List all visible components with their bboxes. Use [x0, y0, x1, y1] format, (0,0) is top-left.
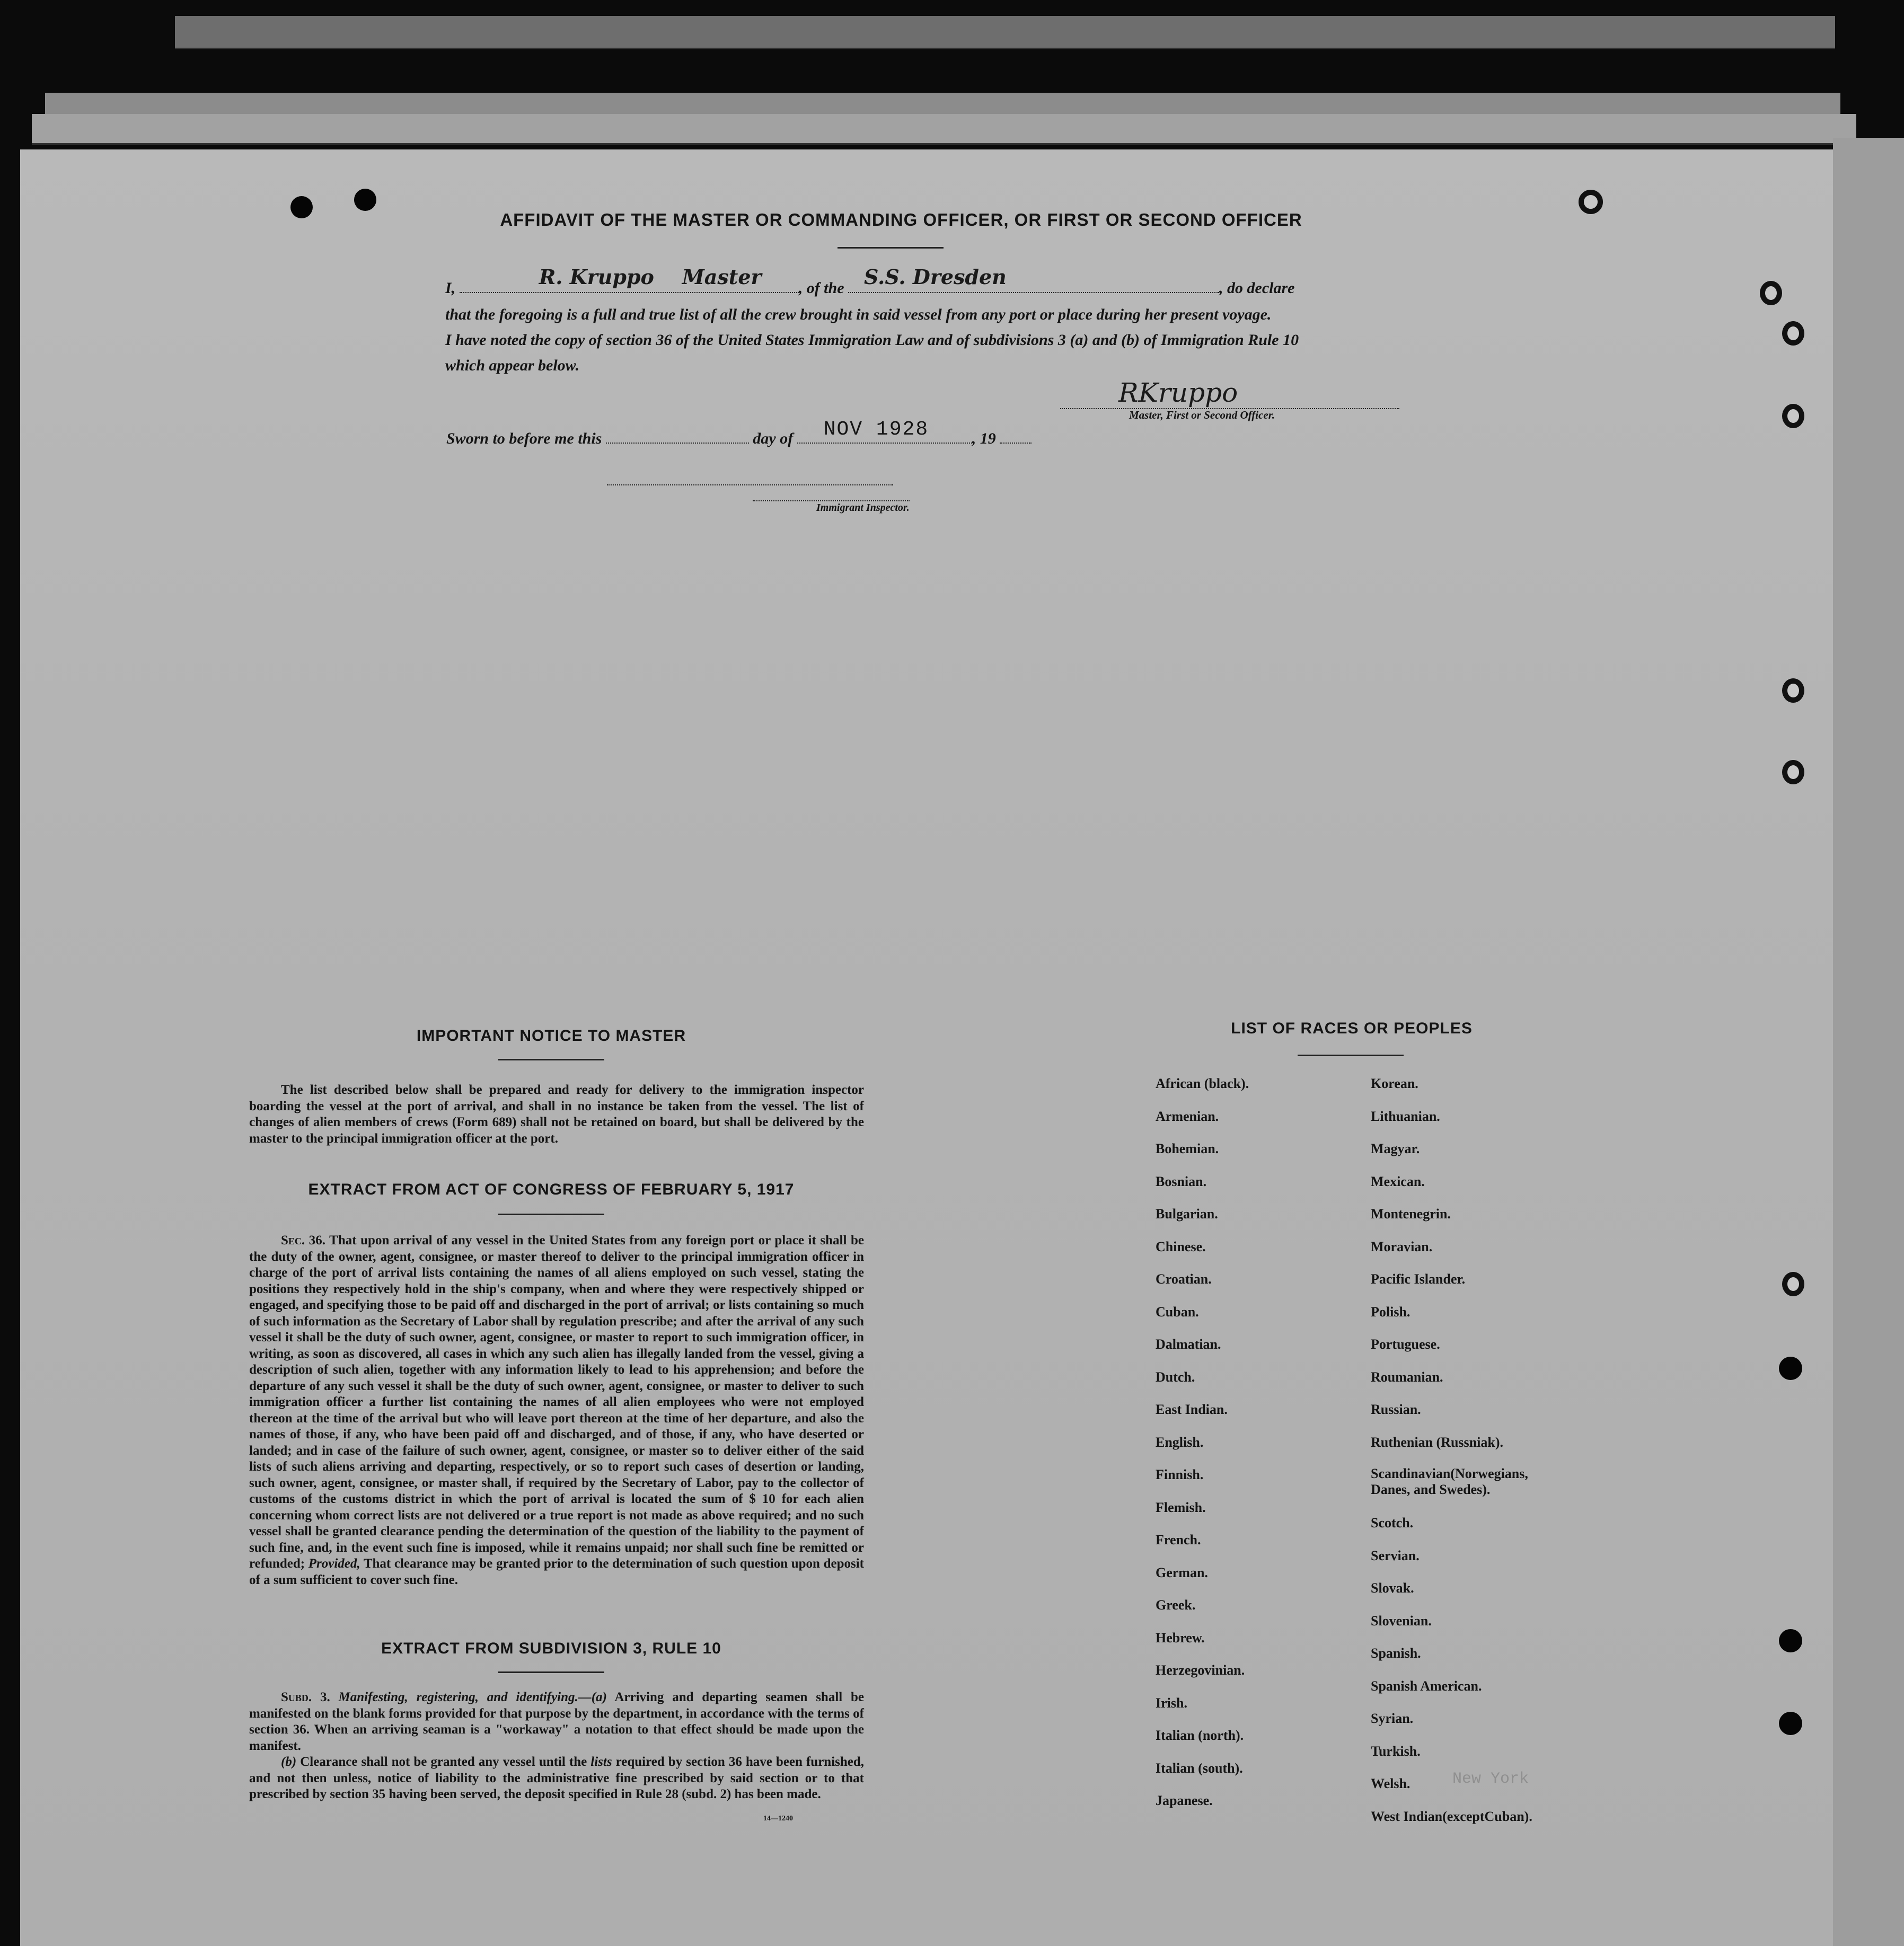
rule-title: EXTRACT FROM SUBDIVISION 3, RULE 10 — [381, 1640, 721, 1657]
race-item: English. — [1156, 1434, 1204, 1450]
punch-hole — [1782, 678, 1804, 703]
race-item: Pacific Islander. — [1371, 1271, 1466, 1287]
act-text — [249, 1233, 864, 1588]
inspector-signature-line — [607, 484, 893, 485]
page-edge-back — [175, 16, 1835, 49]
race-item: Slovenian. — [1371, 1613, 1432, 1629]
race-item: Russian. — [1371, 1402, 1421, 1417]
notice-title: IMPORTANT NOTICE TO MASTER — [416, 1027, 686, 1045]
affidavit-line-2: that the foregoing is a full and true list of all the crew brought in said vessel from any port or place during her present voyage. — [445, 306, 1272, 323]
act-body: That upon arrival of any vessel in the United States from any foreign port or place it shall be the duty of the owner, agent, consignee, or master thereof to deliver to the principal immigration officer in charge of the port of arrival lists containing the names of all aliens employed on such vessel, stating the positions they respectively hold in the ship's company, when and where they were respectively shipped or engaged, and specifying those to be paid off and discharged in the port of arrival; or lists containing so much of such information as the Secretary of Labor shall by regulation prescribe; and after the arrival of any such vessel it shall be the duty of such owner, agent, consignee, or master to report to such immigration officer, in writing, as soon as discovered, all cases in which any such alien has illegally landed from the vessel, giving a description of such alien, together with any information likely to lead to his apprehension; and before the departure of any such vessel it shall be the duty of such owner, agent, consignee, or master to deliver to such immigration officer a further list containing the names of all alien employees who were not employed thereon at the time of the arrival but who will leave port thereon at the time of her departure, and also the names of those, if any, who have been paid off and discharged, and of those, if any, who have deserted or landed; and in case of the failure of such owner, agent, consignee, or master so to deliver either of the said lists of such aliens arriving and departing, respectively, or so to report such cases of desertion or landing, such owner, agent, consignee, or master shall, if required by the Secretary of Labor, pay to the collector of customs of the customs district in which the port of arrival is located the sum of $ 10 for each alien concerning whom correct lists are not delivered or a true report is not made as above required; and no such vessel shall be granted clearance pending the determination of the question of the liability to the payment of such fine, and, in the event such fine is imposed, while it remains unpaid; nor shall such fine be remitted or refunded; — [249, 1233, 864, 1571]
punch-hole — [1782, 760, 1804, 784]
day-of-label: day of — [753, 430, 794, 447]
race-item: Servian. — [1371, 1547, 1420, 1563]
rule-text-b — [249, 1754, 864, 1803]
page-edge-front — [32, 114, 1856, 145]
year-suffix: , 19 — [972, 430, 996, 447]
vessel-name: S.S. Dresden — [864, 265, 1007, 289]
race-item: Korean. — [1371, 1076, 1418, 1091]
race-item: Spanish American. — [1371, 1678, 1482, 1694]
race-item: Montenegrin. — [1371, 1206, 1451, 1222]
race-item: African (black). — [1156, 1076, 1249, 1091]
divider — [498, 1214, 604, 1215]
race-item: Scandinavian(Norwegians, — [1371, 1466, 1528, 1481]
subd-label: Subd. 3. — [281, 1690, 330, 1704]
race-item: East Indian. — [1156, 1402, 1228, 1417]
affidavit-line-3: I have noted the copy of section 36 of the United States Immigration Law and of subdivisions 3 (a) and (b) of Immigration Rule 10 — [445, 331, 1299, 349]
race-item: Ruthenian (Russniak). — [1371, 1434, 1503, 1450]
inspector-caption: Immigrant Inspector. — [753, 500, 910, 514]
margin-note: New York — [1452, 1770, 1529, 1788]
punch-hole — [1760, 281, 1782, 305]
punch-hole — [354, 189, 376, 211]
provided-label: Provided, — [308, 1556, 360, 1571]
race-item: Slovak. — [1371, 1580, 1414, 1596]
race-item: Danes, and Swedes). — [1371, 1482, 1491, 1497]
sworn-month-field — [797, 418, 972, 444]
punch-hole — [1782, 321, 1804, 346]
rule-text-a — [249, 1690, 864, 1754]
punch-hole — [1779, 1629, 1802, 1652]
race-item: Cuban. — [1156, 1304, 1199, 1320]
race-item: Irish. — [1156, 1695, 1187, 1711]
race-item: Welsh. — [1371, 1776, 1411, 1791]
race-item: Flemish. — [1156, 1499, 1206, 1515]
master-name: R. Kruppo — [539, 265, 654, 289]
race-item: Italian (north). — [1156, 1728, 1244, 1743]
race-item: Dalmatian. — [1156, 1337, 1221, 1352]
punch-hole — [1779, 1712, 1802, 1735]
race-item: French. — [1156, 1532, 1201, 1547]
signature-caption: Master, First or Second Officer. — [1129, 409, 1275, 421]
lists-word: lists — [590, 1755, 612, 1769]
rule-body-b2: required by section 36 have been furnished, and not then unless, notice of liability to the administrative fine prescribed by said section or to that prescribed by section 35 having been served, the deposit specified in Rule 28 (subd. 2) has been made. — [249, 1755, 865, 1801]
b-label: (b) — [281, 1755, 297, 1769]
master-signature: RKruppo — [1118, 377, 1238, 408]
race-item: Hebrew. — [1156, 1630, 1205, 1646]
race-item: Portuguese. — [1371, 1337, 1440, 1352]
sworn-line — [446, 418, 1135, 452]
vessel-name-field — [848, 265, 1219, 293]
do-declare-label: , do declare — [1219, 279, 1295, 297]
race-item: Lithuanian. — [1371, 1108, 1440, 1124]
punch-hole — [1782, 1272, 1804, 1296]
race-item: Roumanian. — [1371, 1369, 1443, 1385]
races-title: LIST OF RACES OR PEOPLES — [1231, 1020, 1473, 1037]
races-left-column — [1156, 1067, 1378, 1817]
race-item: West Indian(exceptCuban). — [1371, 1808, 1532, 1824]
race-item: Moravian. — [1371, 1239, 1433, 1254]
i-label: I, — [445, 279, 456, 297]
master-rank: Master — [682, 265, 762, 289]
race-item: Croatian. — [1156, 1271, 1212, 1287]
race-item: Spanish. — [1371, 1646, 1421, 1661]
sworn-label: Sworn to before me this — [446, 430, 602, 447]
race-item: Dutch. — [1156, 1369, 1195, 1385]
divider — [838, 247, 944, 249]
race-item: Greek. — [1156, 1597, 1196, 1613]
race-item: Japanese. — [1156, 1793, 1213, 1808]
affidavit-line-4: which appear below. — [445, 357, 580, 374]
race-item: Turkish. — [1371, 1743, 1421, 1759]
form-number: 14—1240 — [763, 1815, 793, 1823]
subd-heading: Manifesting, registering, and identifying.—(a) — [338, 1690, 607, 1704]
race-item: Mexican. — [1371, 1173, 1425, 1189]
punch-hole — [1779, 1357, 1802, 1380]
of-the-label: , of the — [798, 279, 844, 297]
race-item: Polish. — [1371, 1304, 1411, 1320]
affidavit-title: AFFIDAVIT OF THE MASTER OR COMMANDING OFFICER, OR FIRST OR SECOND OFFICER — [500, 210, 1302, 229]
race-item: Bohemian. — [1156, 1141, 1219, 1156]
divider — [498, 1059, 604, 1060]
race-item: Finnish. — [1156, 1467, 1204, 1482]
race-item: Scotch. — [1371, 1515, 1414, 1531]
race-item: Chinese. — [1156, 1239, 1206, 1254]
divider — [498, 1671, 604, 1673]
race-item: Italian (south). — [1156, 1760, 1243, 1776]
sec-label: Sec. 36. — [281, 1233, 325, 1248]
race-item: Armenian. — [1156, 1108, 1219, 1124]
race-item: Herzegovinian. — [1156, 1662, 1245, 1678]
punch-hole — [1782, 404, 1804, 428]
rule-body-b1: Clearance shall not be granted any vessel until the — [300, 1755, 587, 1769]
race-item: Syrian. — [1371, 1711, 1414, 1726]
affidavit-line-1 — [445, 265, 1410, 301]
race-item: Bosnian. — [1156, 1173, 1207, 1189]
right-page-strip — [1833, 138, 1904, 1946]
race-item: Bulgarian. — [1156, 1206, 1218, 1222]
rule-body-a: Arriving and departing seamen shall be manifested on the blank forms provided for that purpose by the department, in accordance with the terms of section 36. When an arriving seaman is a "workaway" a notation to that effect should be made upon the manifest. — [249, 1690, 865, 1753]
notice-text: The list described below shall be prepared and ready for delivery to the immigration inspector boarding the vessel at the port of arrival, and shall in no instance be taken from the vessel. The list of changes of alien members of crews (Form 689) shall not be retained on board, but shall be delivered by the master to the principal immigration officer at the port. — [249, 1083, 864, 1146]
master-name-field — [460, 265, 799, 293]
punch-hole — [290, 196, 313, 218]
races-right-column — [1371, 1067, 1615, 1833]
sworn-day-field — [606, 427, 749, 444]
sworn-year-field — [1000, 427, 1032, 444]
date-stamp: NOV 1928 — [823, 418, 929, 441]
punch-hole — [1579, 190, 1603, 214]
divider — [1298, 1055, 1404, 1056]
race-item: Magyar. — [1371, 1141, 1420, 1156]
race-item: German. — [1156, 1564, 1208, 1580]
provided-text: That clearance may be granted prior to the determination of such question upon deposit of a sum sufficient to cover such fine. — [249, 1556, 864, 1587]
act-title: EXTRACT FROM ACT OF CONGRESS OF FEBRUARY 5, 1917 — [308, 1181, 795, 1198]
